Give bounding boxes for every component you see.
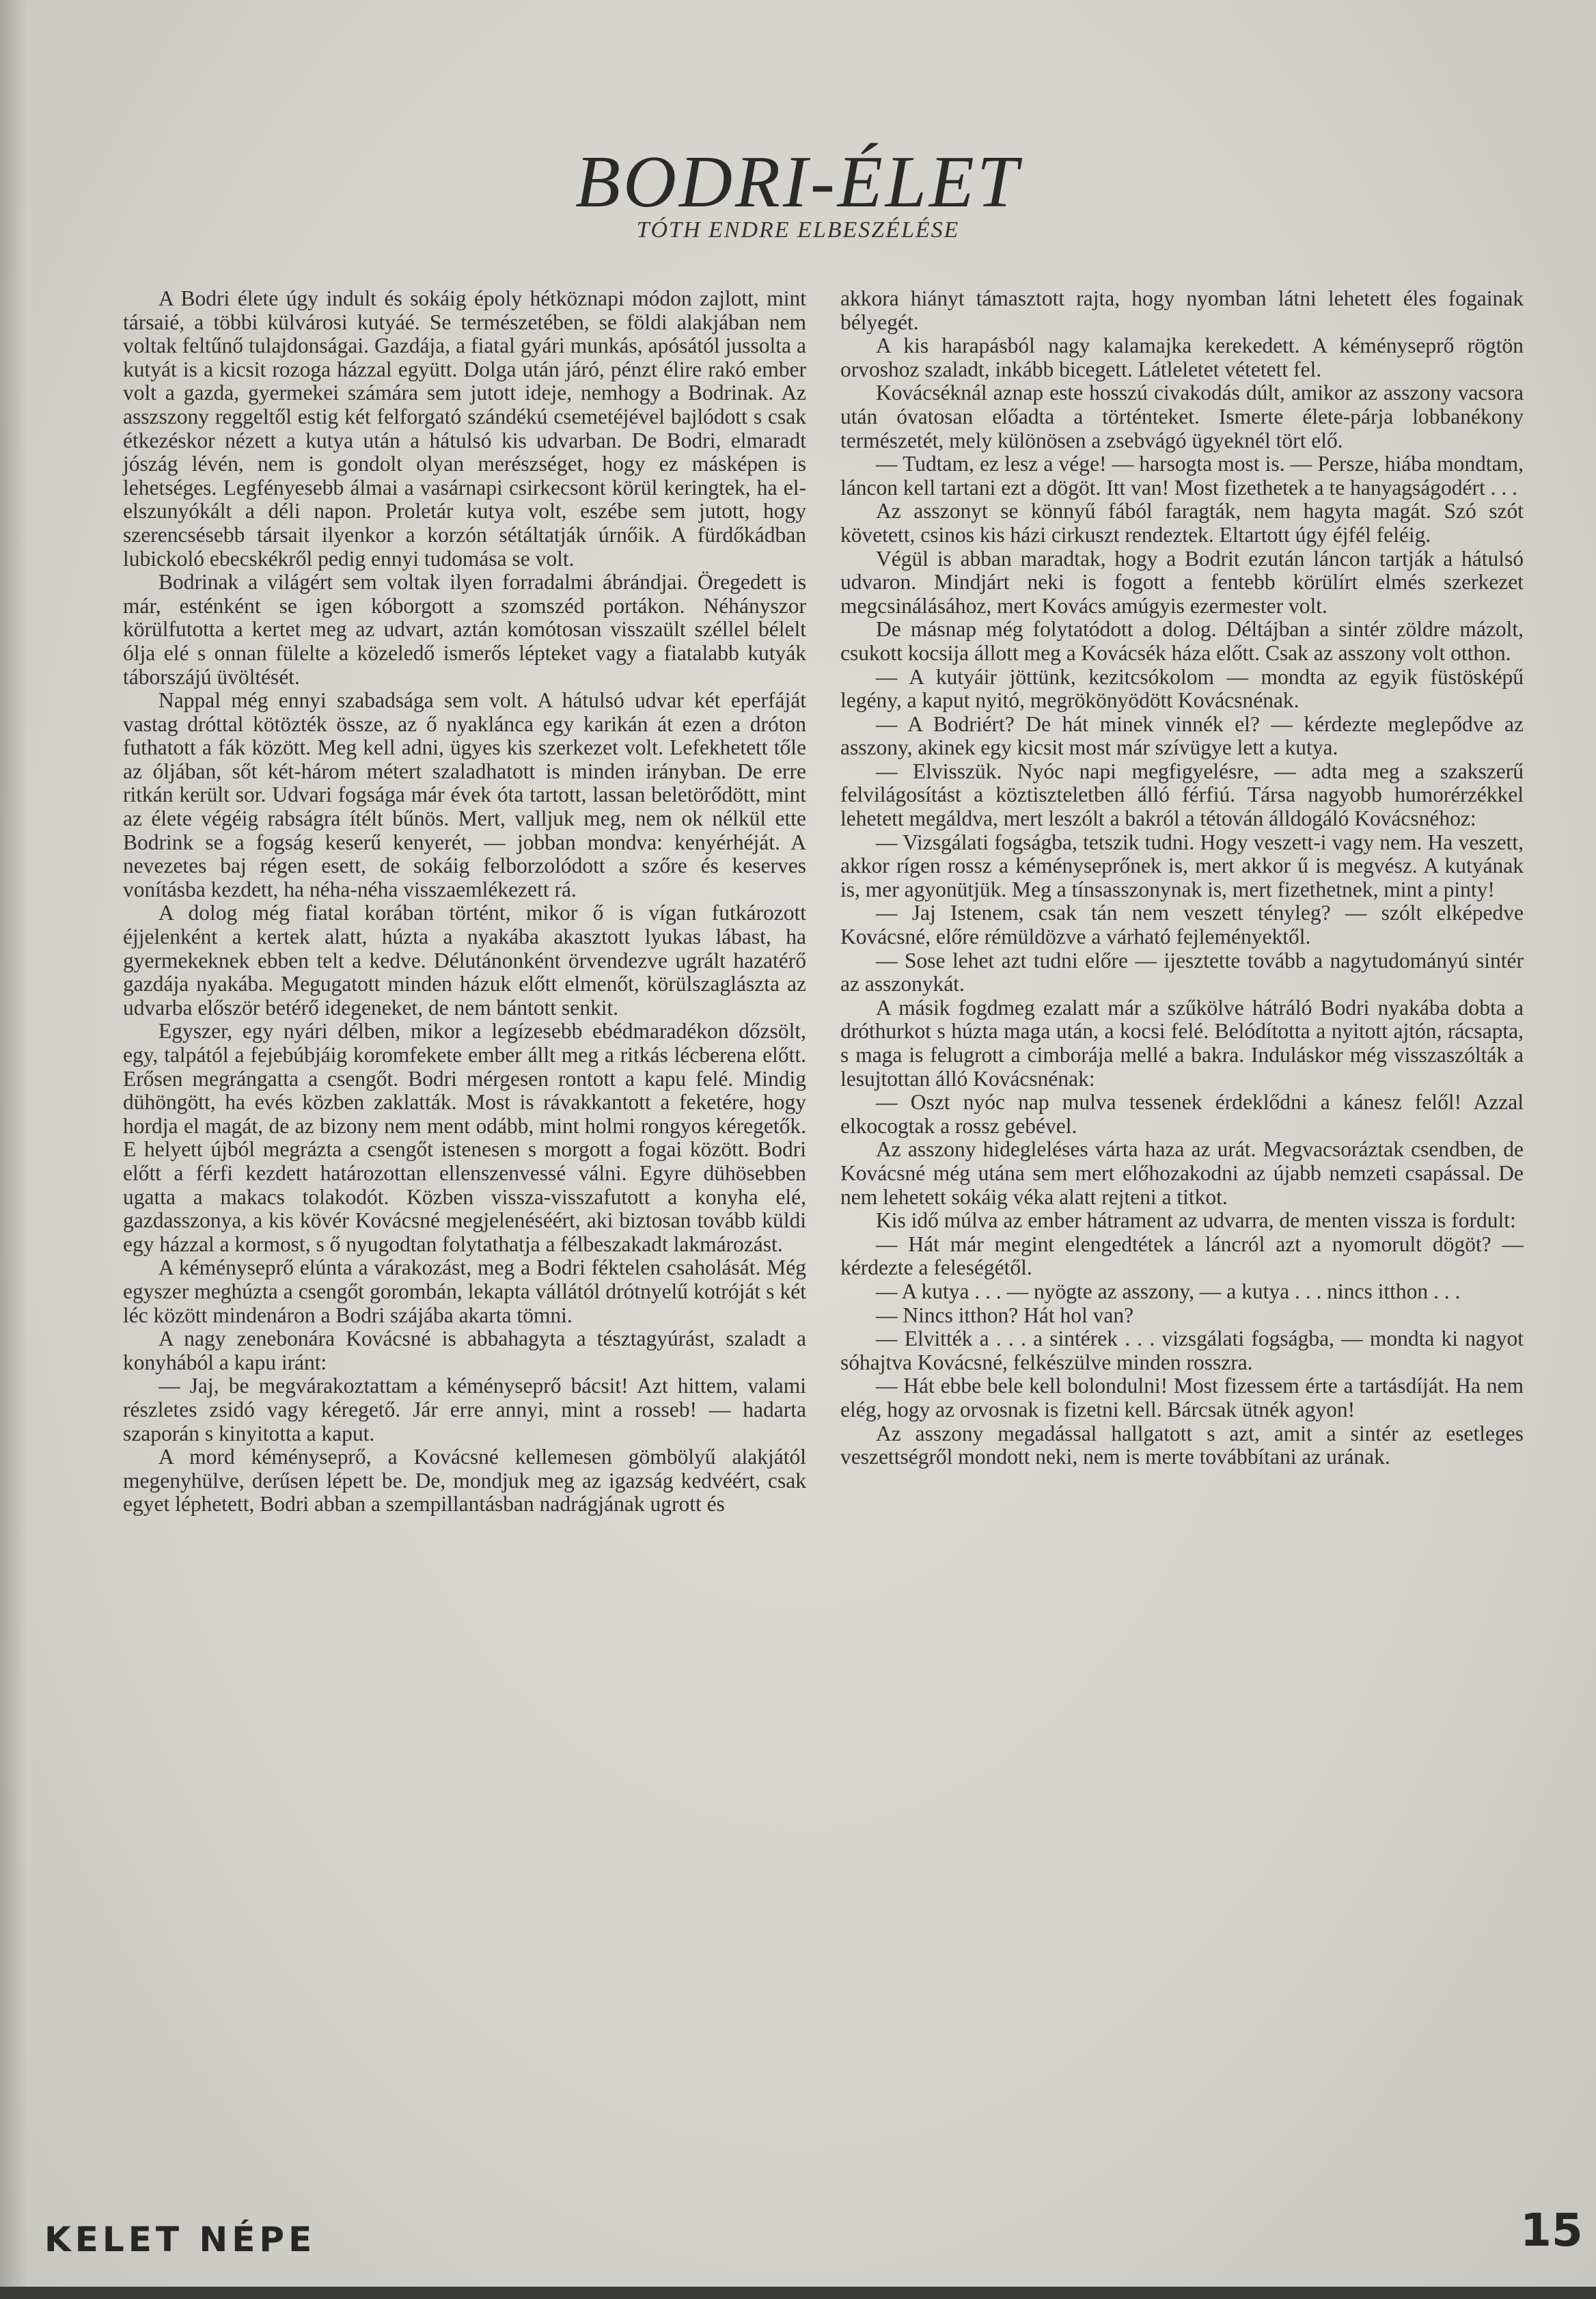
paragraph: — A Bodriért? De hát minek vinnék el? — kérdezte meglepődve az asszony, akinek egy kicsit most már szívügye lett a kutya. [840,711,1524,760]
paragraph: — Oszt nyóc nap mulva tessenek érdeklődni a kánesz felől! Azzal elkocogtak a rossz gebével. [840,1090,1524,1138]
page-number: 15 [1520,2204,1583,2257]
paragraph: Az asszonyt se könnyű fából faragták, nem hagyta magát. Szó szót követett, csinos kis házi cirkuszt rendeztek. Eltartott úgy éjfél feléig. [840,499,1524,547]
paragraph: Végül is abban maradtak, hogy a Bodrit ezután láncon tartják a hátulsó udvaron. Mindjárt neki is fogott a fentebb körülírt elmés szerkezet megcsinálásához, mert Kovács amúgyis ezermester volt. [840,546,1524,618]
paragraph: — Elvitték a . . . a sintérek . . . vizsgálati fogságba, — mondta ki nagyot sóhajtva Kovácsné, felkészülve minden rosszra. [840,1327,1524,1374]
paragraph: Az asszony hidegleléses várta haza az urát. Megvacsoráztak csendben, de Kovácsné még utána sem mert előhozakodni az újabb nemzeti csapással. De nem lehetett sokáig véka alatt rejteni a titkot. [840,1137,1524,1209]
paragraph: — Elvisszük. Nyóc napi megfigyelésre, — adta meg a szakszerű felvilágosítást a köztiszteletben álló férfiú. Társa nagyobb humorérzékkel lehetett megáldva, mert leszólt a bakról a tétován álldogáló Kovácsnéhoz: [840,759,1524,831]
article-title: BODRI-ÉLET [575,141,1021,223]
paragraph: — Jaj Istenem, csak tán nem veszett tényleg? — szólt elképedve Kovácsné, előre rémüldözve a várható fejleményektől. [840,901,1524,949]
paragraph: A dolog még fiatal korában történt, mikor ő is vígan futkározott éjjelenként a kertek alatt, húzta a nyakába akasztott lyukas lábast, ha gyermekeknek ebben telt a kedve. Délutánonként örvendezve ugrált hazatérő gazdája nyakába. Megugatott minden házuk előtt elmenőt, körülszaglászta az udvarba először betérő idegeneket, de nem bántott senkit. [123,901,806,1020]
paragraph: — Nincs itthon? Hát hol van? [876,1303,1134,1327]
magazine-name: KELET NÉPE [44,2220,316,2259]
paragraph: — Vizsgálati fogságba, tetszik tudni. Hogy veszett-i vagy nem. Ha veszett, akkor rígen rossz a kéményseprőnek is, mert akkor ű is megvész. A kutyának is, mer agyonütjük. Meg a tínsasszonynak is, mert fizethetnek, mint a pinty! [840,830,1524,901]
paragraph: — A kutya . . . — nyögte az asszony, — a kutya . . . nincs itthon . . . [876,1279,1461,1303]
paragraph: — A kutyáir jöttünk, kezitcsókolom — mondta az egyik füstösképű legény, a kaput nyitó, megrökönyödött Kovácsnénak. [840,664,1524,713]
right-column [840,287,1524,1469]
paragraph: Kovácséknál aznap este hosszú civakodás dúlt, amikor az asszony vacsora után óvatosan előadta a történteket. Ismerte élete-párja lobbanékony természetét, mely különösen a zsebvágó ügyeknél tört elő. [840,381,1524,452]
paragraph: Kis idő múlva az ember hátrament az udvarra, de menten vissza is fordult: [876,1208,1516,1233]
paragraph: A nagy zenebonára Kovácsné is abbahagyta a tésztagyúrást, szaladt a konyhából a kapu iránt: [123,1327,806,1374]
page-edge-shadow [0,0,27,2299]
paragraph: — Tudtam, ez lesz a vége! — harsogta most is. — Persze, hiába mondtam, láncon kell tartani ezt a dögöt. Itt van! Most fizethetek a te hanyagságodért . . . [840,452,1524,500]
article-subtitle: TÓTH ENDRE ELBESZÉLÉSE [636,217,960,243]
paragraph: A mord kéményseprő, a Kovácsné kellemesen gömbölyű alakjától megenyhülve, derűsen lépett be. De, mondjuk meg az igazság kedvéért, csak egyet léphetett, Bodri abban a szempillantásban nadrágjának ugrott és [123,1445,806,1516]
paragraph: — Jaj, be megvárakoztattam a kéményseprő bácsit! Azt hittem, valami részletes zsidó vagy kéregető. Jár erre annyi, mint a rosseb! — hadarta szaporán s kinyitotta a kaput. [123,1374,806,1445]
left-column [123,287,806,1516]
paragraph: A Bodri élete úgy indult és sokáig époly hétköznapi módon zajlott, mint társaié, a többi külvárosi kutyáé. Se természetében, se földi alakjában nem voltak feltűnő tulajdonságai. Gazdája, a fiatal gyári munkás, apósától jussolta a kutyát is a kicsit rozoga házzal együtt. Dolga után járó, pénzt élire rakó ember volt a gazda, gyermekei számára sem jutott ideje, nemhogy a Bodrinak. Az asszszony reggeltől estig két felforgató szándékú csemetéjével bajlódott s csak étkezéskor nézett a kutya után a hátulsó kis udvarban. De Bodri, elmaradt jószág lévén, nem is gondolt olyan merészséget, hogy ez másképen is lehetséges. Legfényesebb álmai a vasárnapi csirkecsont körül keringtek, ha el-elszunyókált a déli napon. Proletár kutya volt, eszébe sem jutott, hogy szerencsésebb társait ilyenkor a korzón sétáltatják úrnőik. A fürdőkádban lubickoló ebecskékről pedig ennyi tudomása se volt. [123,286,806,571]
paragraph: Bodrinak a világért sem voltak ilyen forradalmi ábrándjai. Öregedett is már, esténként se igen kóborgott a szomszéd portákon. Néhányszor körülfutotta a kertet meg az udvart, aztán komótosan visszaült széllel bélelt ólja elé s onnan fülelte a közeledő ismerős lépteket vagy a fiatalabb kutyák táborszájú üvöltését. [123,570,806,689]
paragraph: — Sose lehet azt tudni előre — ijesztette tovább a nagytudományú sintér az asszonykát. [840,948,1524,996]
paragraph: Az asszony megadással hallgatott s azt, amit a sintér az esetleges veszettségről mondott neki, nem is merte továbbítani az urának. [840,1421,1524,1469]
page-bottom-edge [0,2287,1596,2299]
paragraph: akkora hiányt támasztott rajta, hogy nyomban látni lehetett éles fogainak bélyegét. [840,286,1524,334]
paragraph: A másik fogdmeg ezalatt már a szűkölve hátráló Bodri nyakába dobta a dróthurkot s húzta maga után, a kocsi felé. Belódította a nyitott ajtón, rácsapta, s maga is felugrott a cimborája mellé a bakra. Induláskor még visszaszólták a lesujtottan álló Kovácsnénak: [840,995,1524,1091]
paragraph: A kéményseprő elúnta a várakozást, meg a Bodri féktelen csaholását. Még egyszer meghúzta a csengőt gorombán, lekapta vállától drótnyelű kotróját s két léc között mindenáron a Bodri szájába akarta tömni. [123,1255,806,1327]
paragraph: A kis harapásból nagy kalamajka kerekedett. A kéményseprő rögtön orvoshoz szaladt, inkább bicegett. Látleletet vétetett fel. [840,334,1524,381]
paragraph: — Hát már megint elengedtétek a láncról azt a nyomorult dögöt? — kérdezte a feleségétől. [840,1232,1524,1280]
paragraph: De másnap még folytatódott a dolog. Déltájban a sintér zöldre mázolt, csukott kocsija állott meg a Kovácsék háza előtt. Csak az asszony volt otthon. [840,617,1524,665]
paragraph: Nappal még ennyi szabadsága sem volt. A hátulsó udvar két eperfáját vastag dróttal kötözték össze, az ő nyakláncа egy karikán át ezen a drótоn futhatott a fák között. Meg kell adni, ügyes kis szerkezet volt. Lefekhetett tőle az óljában, sőt két-három métert szaladhatott is minden irányban. De erre ritkán került sor. Udvari fogsága már évek óta tartott, lassan beletörődött, mint az élete végéig rabságra ítélt bűnös. Mert, valljuk meg, nem ok nélkül ette Bodrink se a fogság keserű kenyerét, — jobban mondva: kenyérhéját. A nevezetes baj régen esett, de sokáig felborzolódott a szőre és keserves vonításba kezdett, ha néha-néha visszaemlékezett rá. [123,688,806,901]
paragraph: — Hát ebbe bele kell bolondulni! Most fizessem érte a tartásdíját. Ha nem elég, hogy az orvosnak is fizetni kell. Bárcsak ütnék agyon! [840,1374,1524,1421]
paragraph: Egyszer, egy nyári délben, mikor a legízesebb ebédmaradékon dőzsölt, egy, talpától a fejebúbjáig koromfekete ember állt meg a ritkás lécberena előtt. Erősen megrángatta a csengőt. Bodri mérgesen rontott a kapu felé. Mindig dühöngött, ha evés közben zaklatták. Most is rávakkantott a feketére, hogy hordja el magát, de az bizony nem ment odább, mint holmi rongyos kéregetők. E helyett újból megrázta a csengőt istenesen s morgott a fogai között. Bodri előtt a férfi kezdett határozottan ellenszenvessé válni. Egyre dühösebben ugatta a makacs tolakodót. Közben vissza-visszafutott a konyha elé, gazdasszonya, a kis kövér Kovácsné megjelenéséért, aki biztosan tovább küldi egy házzal a kormost, s ő nyugodtan folytathatja a félbeszakadt lakmározást. [123,1019,806,1256]
